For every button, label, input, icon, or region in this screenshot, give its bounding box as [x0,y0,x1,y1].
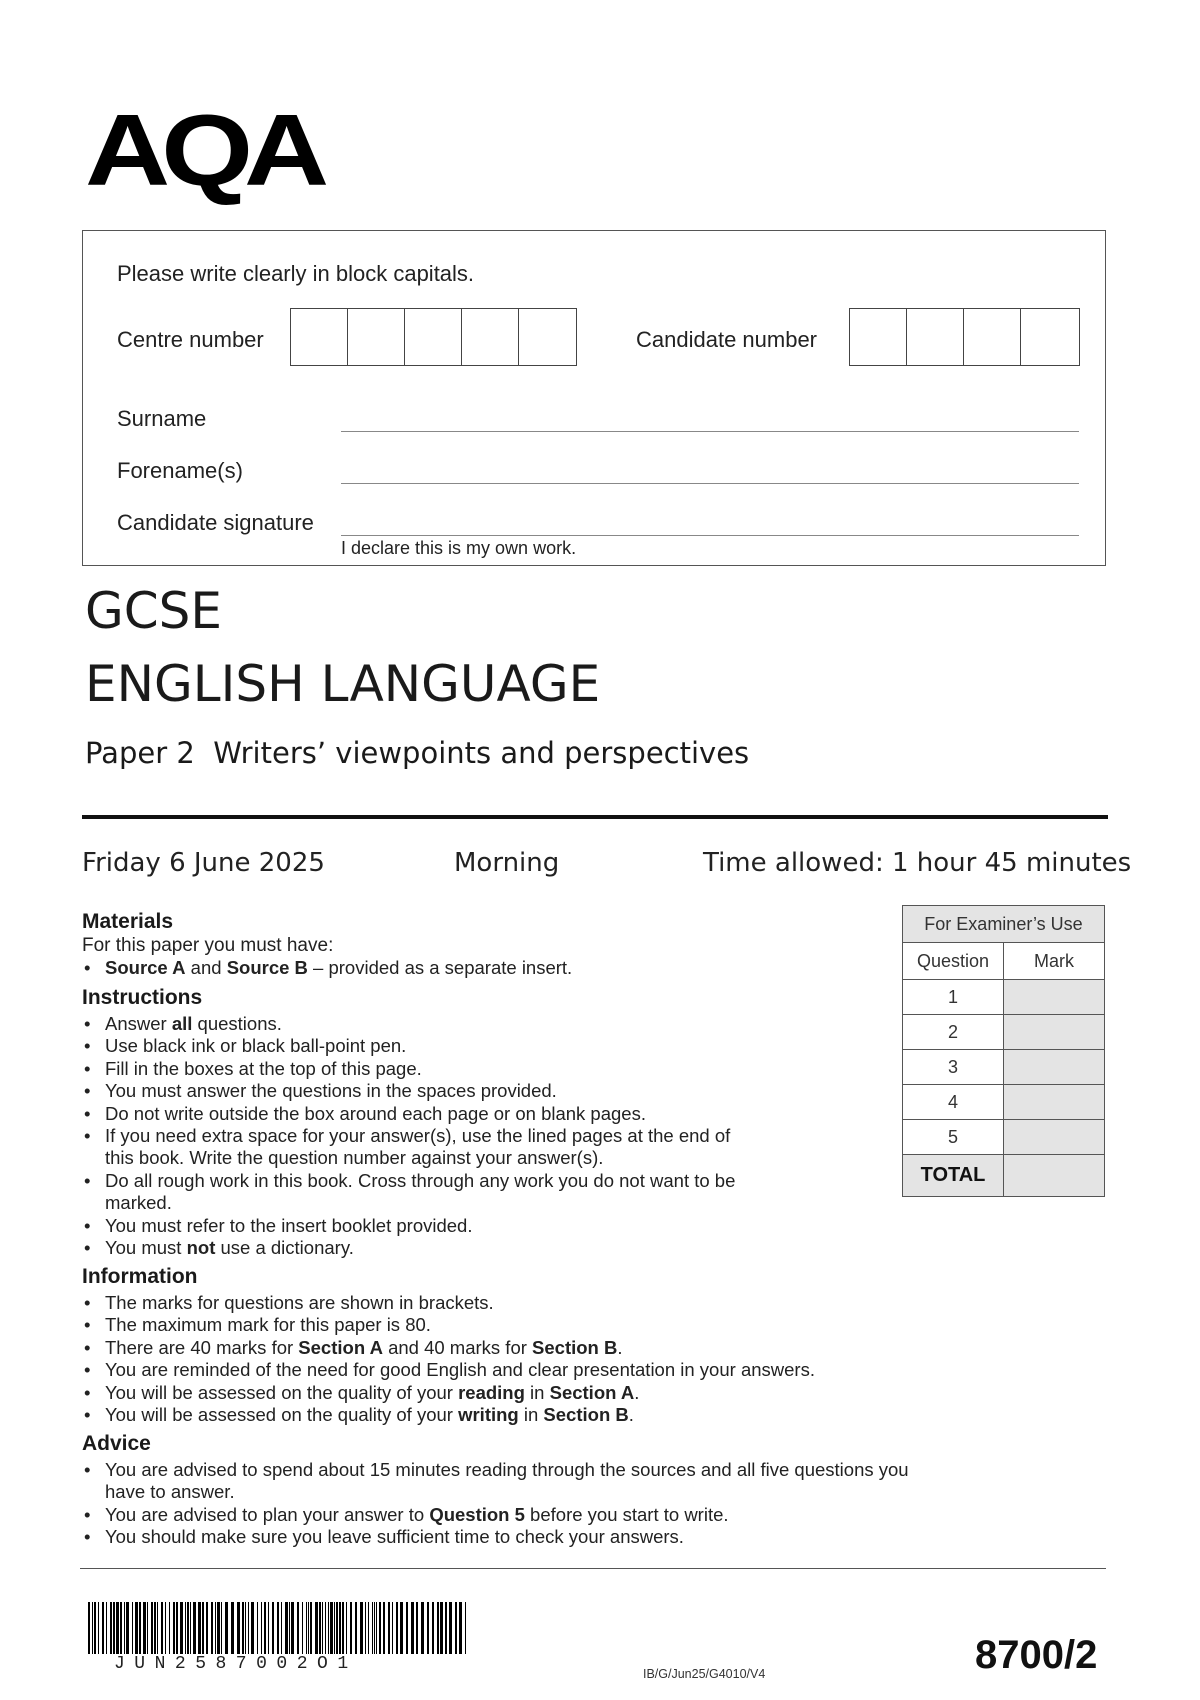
centre-number-field[interactable] [290,308,577,366]
barcode-bar [154,1602,156,1654]
materials-intro: For this paper you must have: [82,935,334,956]
instructions-heading: Instructions [82,986,203,1009]
barcode-bar [272,1602,274,1654]
question-column-header: Question [903,943,1004,980]
advice-heading: Advice [82,1432,151,1455]
barcode-bar [217,1602,220,1654]
surname-label: Surname [117,406,207,431]
barcode-bar [376,1602,377,1654]
examiners-use-table [902,905,1105,1197]
question-number-cell: 2 [903,1015,1004,1050]
barcode-bar [346,1602,347,1654]
list-item: • There are 40 marks for Section A and 40 marks for Section B. [82,1337,982,1359]
barcode-bar [198,1602,201,1654]
list-item: • You are reminded of the need for good English and clear presentation in your answers. [82,1359,982,1381]
barcode-bar [120,1602,122,1654]
information-heading: Information [82,1265,198,1288]
barcode-bar [126,1602,129,1654]
information-list [82,1292,982,1426]
total-label: TOTAL [903,1155,1004,1197]
emphasis-text: Source B [226,957,308,978]
barcode-bar [310,1602,312,1654]
barcode-bar [94,1602,96,1654]
barcode-bar [306,1602,307,1654]
list-item: • Do not write outside the box around each page or on blank pages. [82,1103,882,1125]
barcode-bar [406,1602,408,1654]
barcode-bar [251,1602,254,1654]
barcode-bar [392,1602,393,1654]
examiners-use-title: For Examiner’s Use [903,906,1105,943]
barcode-bar [169,1602,170,1654]
barcode-bar [465,1602,466,1654]
barcode-bar [437,1602,439,1654]
barcode-bar [396,1602,398,1654]
paper-code: 8700/2 [975,1633,1098,1677]
instructions-list [82,1013,882,1259]
barcode-bar [350,1602,352,1654]
emphasis-text: Question 5 [429,1503,525,1525]
barcode-bar [185,1602,186,1654]
paper-title [85,736,749,770]
table-row [903,1120,1105,1155]
list-item: • You will be assessed on the quality of your reading in Section A. [82,1382,982,1404]
emphasis-text: reading [458,1381,525,1403]
barcode-bar [355,1602,357,1654]
barcode-bar [328,1602,329,1654]
question-number-cell: 4 [903,1085,1004,1120]
centre-number-digit-box[interactable] [405,309,462,365]
mark-cell [1004,1085,1105,1120]
emphasis-text: writing [458,1404,519,1426]
list-item: • The marks for questions are shown in brackets. [82,1292,982,1314]
barcode-bar [151,1602,153,1654]
barcode-bar [225,1602,228,1654]
barcode-bar [322,1602,323,1654]
list-item: • You must answer the questions in the spaces provided. [82,1080,882,1102]
barcode-bar [455,1602,457,1654]
barcode-bar [231,1602,234,1654]
barcode-bar [289,1602,290,1654]
qualification-title: GCSE [85,582,222,640]
barcode-bar [445,1602,447,1654]
barcode-bar [106,1602,107,1654]
barcode-bar [248,1602,249,1654]
barcode-bar [157,1602,158,1654]
mark-cell [1004,1050,1105,1085]
barcode-bar [302,1602,303,1654]
emphasis-text: Section A [298,1336,383,1358]
barcode-bar [124,1602,125,1654]
question-number-cell: 3 [903,1050,1004,1085]
advice-list [82,1459,1062,1549]
barcode-bar [221,1602,222,1654]
mark-cell [1004,980,1105,1015]
barcode-bar [242,1602,244,1654]
barcode-bar [132,1602,133,1654]
barcode-bar [261,1602,262,1654]
candidate-number-digit-box[interactable] [907,309,964,365]
question-number-cell: 1 [903,980,1004,1015]
forenames-label: Forename(s) [117,458,243,483]
emphasis-text: not [186,1237,216,1259]
barcode-bar [297,1602,299,1654]
barcode-bar [336,1602,338,1654]
footer-divider [80,1568,1106,1569]
centre-number-digit-box[interactable] [462,309,519,365]
barcode-bar [427,1602,429,1654]
signature-input-line[interactable] [341,535,1079,536]
table-row [903,1050,1105,1085]
barcode-bar [459,1602,462,1654]
candidate-number-label: Candidate number [636,327,818,352]
barcode-bar [88,1602,90,1654]
barcode-bar [257,1602,258,1654]
barcode-bar [147,1602,148,1654]
barcode-bar [339,1602,341,1654]
barcode-bar [176,1602,178,1654]
time-allowed: Time allowed: 1 hour 45 minutes [703,848,1132,878]
barcode-bar [400,1602,403,1654]
list-item: • Fill in the boxes at the top of this page. [82,1058,882,1080]
list-item: • You should make sure you leave sufficient time to check your answers. [82,1526,1062,1548]
barcode-bar [432,1602,434,1654]
barcode-bar [360,1602,363,1654]
barcode-bar [440,1602,443,1654]
barcode-bar [245,1602,246,1654]
paper-name: Writers’ viewpoints and perspectives [213,736,750,770]
barcode-bar [215,1602,216,1654]
barcode-bar [383,1602,385,1654]
barcode-bar [319,1602,321,1654]
emphasis-text: Section B [543,1404,629,1426]
barcode-bar [165,1602,166,1654]
emphasis-text: Section A [549,1381,635,1403]
barcode-bar [102,1602,104,1654]
barcode-bar [330,1602,333,1654]
document-reference: IB/G/Jun25/G4010/V4 [643,1667,766,1681]
subject-title: ENGLISH LANGUAGE [85,655,601,713]
barcode-bar [388,1602,390,1654]
barcode-bar [315,1602,318,1654]
barcode-bar [264,1602,266,1654]
examiners-use-rows [903,980,1105,1155]
block-capitals-instruction: Please write clearly in block capitals. [117,261,475,286]
barcode-bar [139,1602,141,1654]
list-item: • You are advised to plan your answer to Question 5 before you start to write. [82,1504,1062,1526]
aqa-logo: AQA [85,93,321,208]
barcode-bar [143,1602,146,1654]
list-item: • The maximum mark for this paper is 80. [82,1314,982,1336]
barcode-bar [308,1602,309,1654]
barcode-bar [98,1602,99,1654]
own-work-declaration: I declare this is my own work. [341,538,577,558]
materials-list [82,957,572,979]
exam-session: Morning [454,848,560,878]
question-number-cell: 5 [903,1120,1004,1155]
mark-cell [1004,1015,1105,1050]
list-item: • Source A and Source B – provided as a separate insert. [82,957,572,979]
barcode-bar [135,1602,138,1654]
barcode-bar [113,1602,115,1654]
barcode-bar [237,1602,240,1654]
barcode-bar [110,1602,112,1654]
list-item: • You will be assessed on the quality of your writing in Section B. [82,1404,982,1426]
barcode-bar [92,1602,93,1654]
barcode-bar [202,1602,204,1654]
table-row [903,1015,1105,1050]
barcode-bar [372,1602,373,1654]
candidate-number-digit-box[interactable] [850,309,907,365]
emphasis-text: Source A [105,957,186,978]
barcode-bar [285,1602,288,1654]
barcode-bar [411,1602,414,1654]
barcode-bar [268,1602,269,1654]
barcode-bar [116,1602,119,1654]
total-mark-cell [1004,1155,1105,1197]
list-item: • Do all rough work in this book. Cross through any work you do not want to be marked. [82,1170,882,1215]
barcode-digits: JUN2587002O1 [114,1654,358,1674]
table-row [903,1085,1105,1120]
table-row [903,980,1105,1015]
surname-input-line[interactable] [341,431,1079,432]
barcode-bar [342,1602,344,1654]
candidate-number-field[interactable] [849,308,1080,366]
barcode-bar [211,1602,213,1654]
barcode-bar [416,1602,418,1654]
barcode-bar [365,1602,366,1654]
barcode-bar [206,1602,208,1654]
mark-column-header: Mark [1004,943,1105,980]
materials-heading: Materials [82,910,174,933]
centre-number-digit-box[interactable] [291,309,348,365]
barcode-bar [173,1602,175,1654]
emphasis-text: all [171,1013,193,1034]
centre-number-digit-box[interactable] [348,309,405,365]
barcode-bar [334,1602,335,1654]
barcode-bar [281,1602,282,1654]
barcode-bar [291,1602,294,1654]
list-item: • You must not use a dictionary. [82,1237,882,1259]
candidate-number-digit-box[interactable] [964,309,1021,365]
barcode-bar [449,1602,452,1654]
barcode-bar [374,1602,375,1654]
paper-number: Paper 2 [85,736,195,770]
list-item: • Answer all questions. [82,1013,882,1035]
barcode-bar [161,1602,163,1654]
forenames-input-line[interactable] [341,483,1079,484]
mark-cell [1004,1120,1105,1155]
title-divider [82,815,1108,819]
list-item: • If you need extra space for your answer(s), use the lined pages at the end of this book. Write the question number against your answer(s). [82,1125,882,1170]
centre-number-label: Centre number [117,327,264,352]
list-item: • You must refer to the insert booklet provided. [82,1215,882,1237]
barcode-bar [193,1602,196,1654]
candidate-signature-label: Candidate signature [117,510,314,535]
list-item: • Use black ink or black ball-point pen. [82,1035,882,1057]
candidate-number-digit-box[interactable] [1021,309,1078,365]
exam-date: Friday 6 June 2025 [82,848,325,878]
barcode-bar [187,1602,189,1654]
candidate-details-box [82,230,1106,566]
barcode-bar [421,1602,424,1654]
barcode-bar [190,1602,191,1654]
barcode-bar [180,1602,183,1654]
emphasis-text: Section B [532,1336,618,1358]
barcode-bar [325,1602,326,1654]
barcode-bar [277,1602,279,1654]
barcode-bar [379,1602,381,1654]
barcode [88,1602,472,1654]
centre-number-digit-box[interactable] [519,309,576,365]
list-item: • You are advised to spend about 15 minutes reading through the sources and all five questions you have to answer. [82,1459,1062,1504]
barcode-bar [368,1602,369,1654]
